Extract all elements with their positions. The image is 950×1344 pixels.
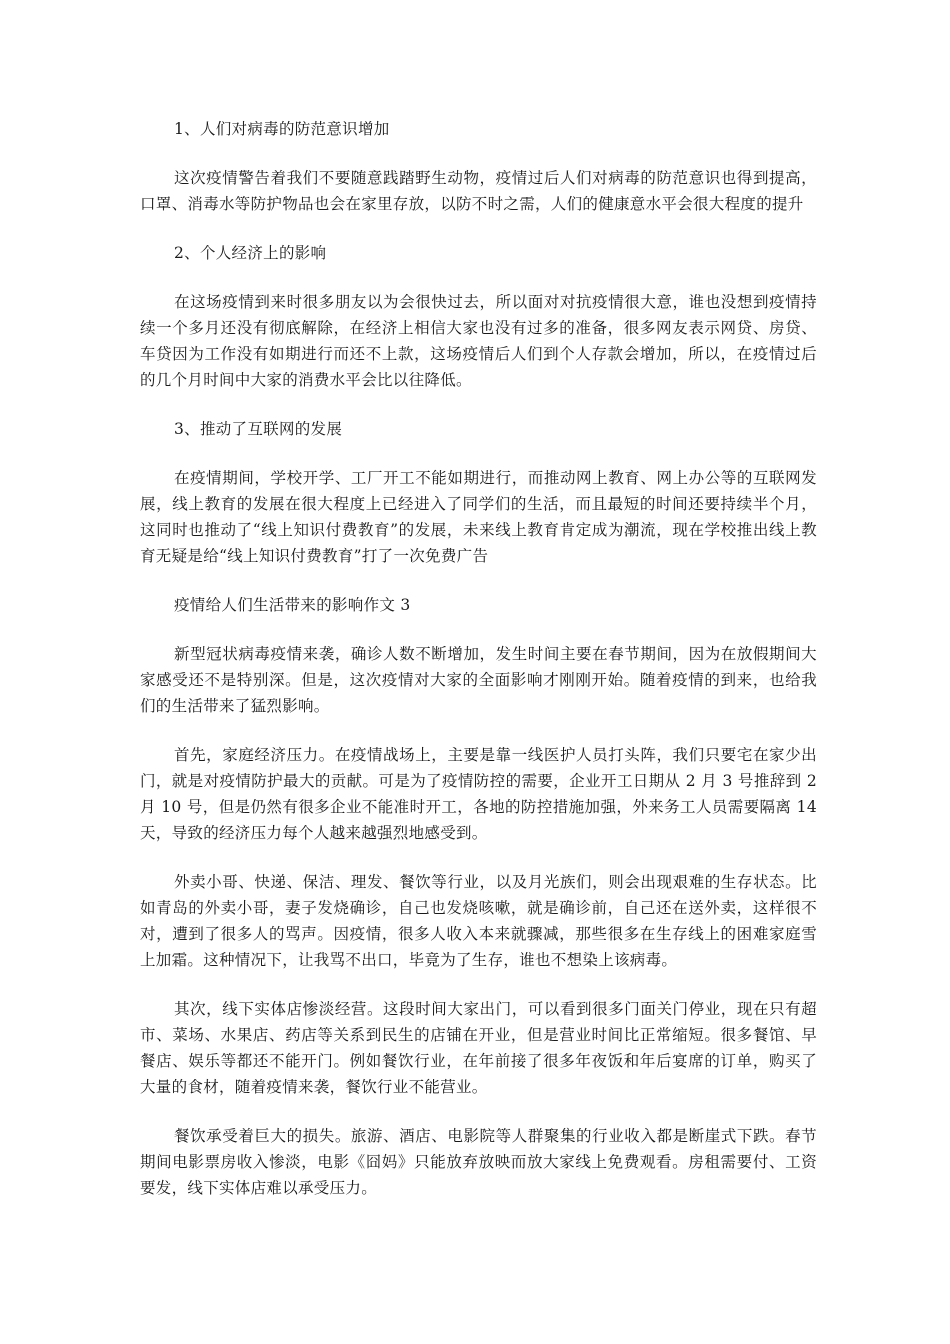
paragraph-family-pressure: 首先，家庭经济压力。在疫情战场上，主要是靠一线医护人员打头阵，我们只要宅在家少出门，就是对疫情防护最大的贡献。可是为了疫情防控的需要，企业开工日期从 2 月 3 号推辞到 2 月 10 号，但是仍然有很多企业不能准时开工，各地的防控措施加强，外来务工人员需要隔离 14 天，导致的经济压力每个人越来越强烈地感受到。	[140, 746, 817, 842]
paragraph-internet: 在疫情期间，学校开学、工厂开工不能如期进行，而推动网上教育、网上办公等的互联网发展，线上教育的发展在很大程度上已经进入了同学们的生活，而且最短的时间还要持续半个月，这同时也推动了“线上知识付费教育”的发展，未来线上教育肯定成为潮流，现在学校推出线上教育无疑是给“线上知识付费教育”打了一次免费广告	[140, 469, 817, 565]
paragraph-catering-losses: 餐饮承受着巨大的损失。旅游、酒店、电影院等人群聚集的行业收入都是断崖式下跌。春节期间电影票房收入惨淡，电影《囧妈》只能放弃放映而放大家线上免费观看。房租需要付、工资要发，线下实体店难以承受压力。	[140, 1127, 817, 1197]
paragraph-economy: 在这场疫情到来时很多朋友以为会很快过去，所以面对对抗疫情很大意，谁也没想到疫情持续一个多月还没有彻底解除，在经济上相信大家也没有过多的准备，很多网友表示网贷、房贷、车贷因为工作没有如期进行而还不上款，这场疫情后人们到个人存款会增加，所以，在疫情过后的几个月时间中大家的消费水平会比以往降低。	[140, 293, 817, 389]
essay-title-3: 疫情给人们生活带来的影响作文 3	[174, 596, 411, 614]
paragraph-stores: 其次，线下实体店惨淡经营。这段时间大家出门，可以看到很多门面关门停业，现在只有超市、菜场、水果店、药店等关系到民生的店铺在开业，但是营业时间比正常缩短。很多餐馆、早餐店、娱乐等都还不能开门。例如餐饮行业，在年前接了很多年夜饭和年后宴席的订单，购买了大量的食材，随着疫情来袭，餐饮行业不能营业。	[140, 1000, 817, 1096]
section-heading-1: 1、人们对病毒的防范意识增加	[174, 120, 390, 138]
paragraph-intro: 新型冠状病毒疫情来袭，确诊人数不断增加，发生时间主要在春节期间，因为在放假期间大家感受还不是特别深。但是，这次疫情对大家的全面影响才刚刚开始。随着疫情的到来，也给我们的生活带来了猛烈影响。	[140, 645, 817, 715]
document-page	[140, 116, 817, 1224]
section-heading-2: 2、个人经济上的影响	[174, 244, 327, 262]
section-heading-3: 3、推动了互联网的发展	[174, 420, 343, 438]
paragraph-workers: 外卖小哥、快递、保洁、理发、餐饮等行业，以及月光族们，则会出现艰难的生存状态。比如青岛的外卖小哥，妻子发烧确诊，自己也发烧咳嗽，就是确诊前，自己还在送外卖，这样很不对，遭到了很多人的骂声。因疫情，很多人收入本来就骤减，那些很多在生存线上的困难家庭雪上加霜。这种情况下，让我骂不出口，毕竟为了生存，谁也不想染上该病毒。	[140, 873, 817, 969]
paragraph-awareness: 这次疫情警告着我们不要随意践踏野生动物，疫情过后人们对病毒的防范意识也得到提高，口罩、消毒水等防护物品也会在家里存放，以防不时之需，人们的健康意水平会很大程度的提升	[140, 169, 817, 213]
